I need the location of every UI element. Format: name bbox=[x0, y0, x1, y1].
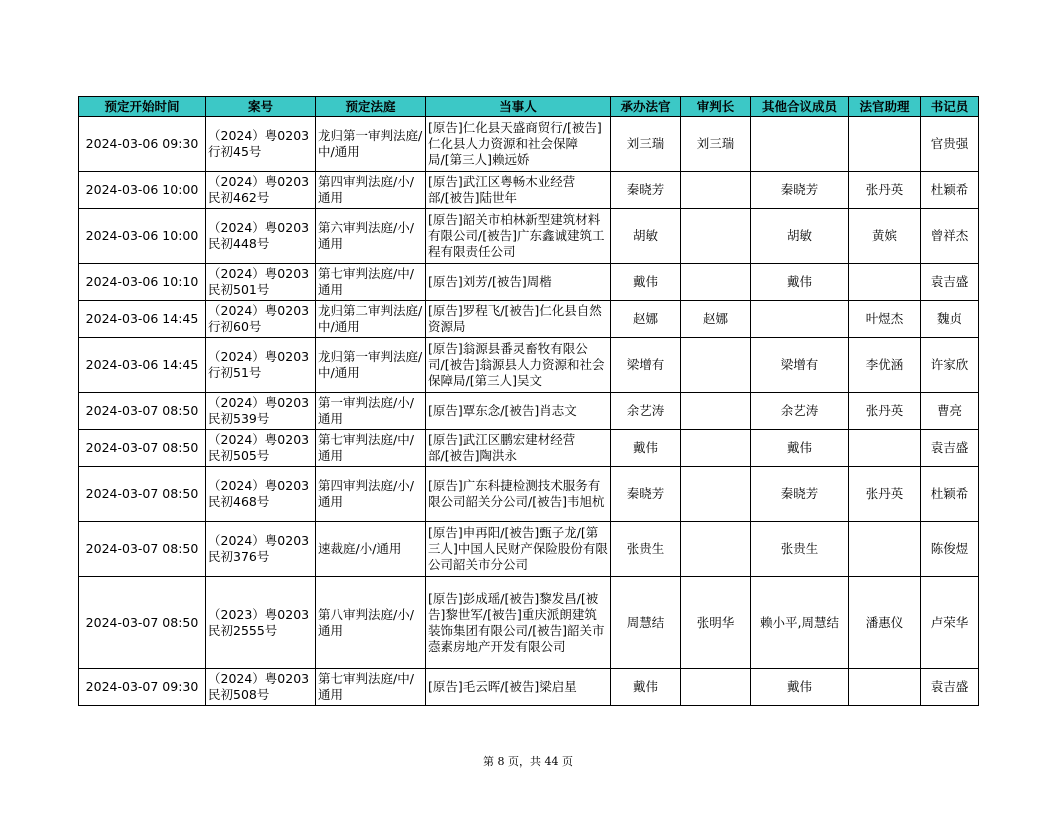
header-other-members: 其他合议成员 bbox=[751, 97, 849, 117]
cell-parties: [原告]覃东念/[被告]肖志文 bbox=[426, 393, 611, 430]
cell-clerk: 官贵强 bbox=[921, 117, 979, 172]
cell-assistant: 张丹英 bbox=[849, 172, 921, 209]
cell-presiding bbox=[681, 338, 751, 393]
cell-court: 第一审判法庭/小/通用 bbox=[316, 393, 426, 430]
cell-members: 戴伟 bbox=[751, 430, 849, 467]
cell-parties: [原告]彭成瑶/[被告]黎发昌/[被告]黎世军/[被告]重庆派朗建筑装饰集团有限公司/[被告]韶关市悫素房地产开发有限公司 bbox=[426, 577, 611, 669]
cell-parties: [原告]刘芳/[被告]周楷 bbox=[426, 264, 611, 301]
cell-presiding: 赵娜 bbox=[681, 301, 751, 338]
schedule-table bbox=[78, 96, 979, 706]
cell-clerk: 魏贞 bbox=[921, 301, 979, 338]
cell-parties: [原告]武江区鹏宏建材经营部/[被告]陶洪永 bbox=[426, 430, 611, 467]
cell-case: （2024）粤0203民初448号 bbox=[206, 209, 316, 264]
cell-judge: 戴伟 bbox=[611, 264, 681, 301]
cell-judge: 张贵生 bbox=[611, 522, 681, 577]
cell-parties: [原告]罗程飞/[被告]仁化县自然资源局 bbox=[426, 301, 611, 338]
header-assistant: 法官助理 bbox=[849, 97, 921, 117]
cell-case: （2024）粤0203民初501号 bbox=[206, 264, 316, 301]
header-case-number: 案号 bbox=[206, 97, 316, 117]
cell-parties: [原告]仁化县天盛商贸行/[被告]仁化县人力资源和社会保障局/[第三人]赖远娇 bbox=[426, 117, 611, 172]
cell-time: 2024-03-07 08:50 bbox=[79, 467, 206, 522]
cell-time: 2024-03-07 08:50 bbox=[79, 577, 206, 669]
cell-clerk: 杜颖希 bbox=[921, 467, 979, 522]
cell-presiding bbox=[681, 172, 751, 209]
cell-clerk: 曹亮 bbox=[921, 393, 979, 430]
cell-parties: [原告]武江区粤畅木业经营部/[被告]陆世年 bbox=[426, 172, 611, 209]
cell-judge: 胡敏 bbox=[611, 209, 681, 264]
cell-case: （2024）粤0203民初462号 bbox=[206, 172, 316, 209]
cell-court: 速裁庭/小/通用 bbox=[316, 522, 426, 577]
cell-presiding: 刘三瑞 bbox=[681, 117, 751, 172]
cell-time: 2024-03-06 09:30 bbox=[79, 117, 206, 172]
header-presiding-judge: 审判长 bbox=[681, 97, 751, 117]
cell-court: 第四审判法庭/小/通用 bbox=[316, 467, 426, 522]
cell-case: （2024）粤0203民初505号 bbox=[206, 430, 316, 467]
header-parties: 当事人 bbox=[426, 97, 611, 117]
cell-assistant bbox=[849, 522, 921, 577]
cell-case: （2024）粤0203民初508号 bbox=[206, 669, 316, 706]
cell-clerk: 曾祥杰 bbox=[921, 209, 979, 264]
cell-case: （2024）粤0203民初468号 bbox=[206, 467, 316, 522]
cell-parties: [原告]广东科捷检测技术服务有限公司韶关分公司/[被告]韦旭杭 bbox=[426, 467, 611, 522]
cell-members bbox=[751, 301, 849, 338]
cell-members: 梁增有 bbox=[751, 338, 849, 393]
cell-time: 2024-03-07 08:50 bbox=[79, 522, 206, 577]
cell-clerk: 许家欣 bbox=[921, 338, 979, 393]
cell-court: 龙归第一审判法庭/中/通用 bbox=[316, 117, 426, 172]
cell-members: 戴伟 bbox=[751, 669, 849, 706]
header-judge: 承办法官 bbox=[611, 97, 681, 117]
cell-court: 龙归第二审判法庭/中/通用 bbox=[316, 301, 426, 338]
table-row bbox=[79, 430, 979, 467]
cell-assistant bbox=[849, 117, 921, 172]
table-row bbox=[79, 577, 979, 669]
cell-court: 第七审判法庭/中/通用 bbox=[316, 430, 426, 467]
cell-members bbox=[751, 117, 849, 172]
cell-time: 2024-03-07 09:30 bbox=[79, 669, 206, 706]
cell-clerk: 袁吉盛 bbox=[921, 669, 979, 706]
header-courtroom: 预定法庭 bbox=[316, 97, 426, 117]
cell-clerk: 杜颖希 bbox=[921, 172, 979, 209]
cell-case: （2023）粤0203民初2555号 bbox=[206, 577, 316, 669]
cell-parties: [原告]毛云晖/[被告]梁启星 bbox=[426, 669, 611, 706]
cell-assistant bbox=[849, 430, 921, 467]
cell-members: 赖小平,周慧结 bbox=[751, 577, 849, 669]
cell-members: 秦晓芳 bbox=[751, 467, 849, 522]
cell-court: 龙归第一审判法庭/中/通用 bbox=[316, 338, 426, 393]
table-row bbox=[79, 338, 979, 393]
table-row bbox=[79, 301, 979, 338]
cell-clerk: 袁吉盛 bbox=[921, 430, 979, 467]
cell-presiding bbox=[681, 467, 751, 522]
cell-presiding bbox=[681, 522, 751, 577]
cell-case: （2024）粤0203行初60号 bbox=[206, 301, 316, 338]
cell-presiding: 张明华 bbox=[681, 577, 751, 669]
cell-judge: 戴伟 bbox=[611, 669, 681, 706]
cell-assistant: 潘惠仪 bbox=[849, 577, 921, 669]
cell-judge: 秦晓芳 bbox=[611, 467, 681, 522]
cell-members: 余艺涛 bbox=[751, 393, 849, 430]
cell-time: 2024-03-06 14:45 bbox=[79, 301, 206, 338]
cell-presiding bbox=[681, 209, 751, 264]
cell-judge: 余艺涛 bbox=[611, 393, 681, 430]
cell-time: 2024-03-06 14:45 bbox=[79, 338, 206, 393]
cell-judge: 戴伟 bbox=[611, 430, 681, 467]
cell-presiding bbox=[681, 430, 751, 467]
table-row bbox=[79, 467, 979, 522]
cell-assistant: 李优涵 bbox=[849, 338, 921, 393]
table-row bbox=[79, 117, 979, 172]
cell-court: 第四审判法庭/小/通用 bbox=[316, 172, 426, 209]
header-row bbox=[79, 97, 979, 117]
cell-presiding bbox=[681, 264, 751, 301]
cell-parties: [原告]韶关市柏林新型建筑材料有限公司/[被告]广东鑫诚建筑工程有限责任公司 bbox=[426, 209, 611, 264]
table-row bbox=[79, 393, 979, 430]
cell-members: 戴伟 bbox=[751, 264, 849, 301]
cell-case: （2024）粤0203行初45号 bbox=[206, 117, 316, 172]
cell-assistant: 叶煜杰 bbox=[849, 301, 921, 338]
cell-presiding bbox=[681, 669, 751, 706]
cell-court: 第六审判法庭/小/通用 bbox=[316, 209, 426, 264]
cell-presiding bbox=[681, 393, 751, 430]
table-row bbox=[79, 522, 979, 577]
cell-time: 2024-03-07 08:50 bbox=[79, 430, 206, 467]
cell-assistant bbox=[849, 669, 921, 706]
cell-assistant bbox=[849, 264, 921, 301]
page-footer: 第 8 页，共 44 页 bbox=[483, 755, 573, 768]
cell-case: （2024）粤0203民初376号 bbox=[206, 522, 316, 577]
cell-parties: [原告]翁源县番灵畜牧有限公司/[被告]翁源县人力资源和社会保障局/[第三人]吴文 bbox=[426, 338, 611, 393]
cell-members: 秦晓芳 bbox=[751, 172, 849, 209]
cell-parties: [原告]申再阳/[被告]甄子龙/[第三人]中国人民财产保险股份有限公司韶关市分公司 bbox=[426, 522, 611, 577]
cell-judge: 秦晓芳 bbox=[611, 172, 681, 209]
cell-time: 2024-03-06 10:00 bbox=[79, 172, 206, 209]
cell-court: 第八审判法庭/小/通用 bbox=[316, 577, 426, 669]
table-row bbox=[79, 209, 979, 264]
cell-time: 2024-03-06 10:00 bbox=[79, 209, 206, 264]
table-row bbox=[79, 172, 979, 209]
header-start-time: 预定开始时间 bbox=[79, 97, 206, 117]
cell-judge: 梁增有 bbox=[611, 338, 681, 393]
cell-assistant: 黄嫔 bbox=[849, 209, 921, 264]
header-clerk: 书记员 bbox=[921, 97, 979, 117]
cell-clerk: 陈俊煜 bbox=[921, 522, 979, 577]
cell-case: （2024）粤0203民初539号 bbox=[206, 393, 316, 430]
cell-judge: 刘三瑞 bbox=[611, 117, 681, 172]
cell-assistant: 张丹英 bbox=[849, 393, 921, 430]
cell-assistant: 张丹英 bbox=[849, 467, 921, 522]
cell-members: 胡敏 bbox=[751, 209, 849, 264]
cell-clerk: 袁吉盛 bbox=[921, 264, 979, 301]
table-row bbox=[79, 264, 979, 301]
cell-court: 第七审判法庭/中/通用 bbox=[316, 669, 426, 706]
cell-time: 2024-03-06 10:10 bbox=[79, 264, 206, 301]
cell-court: 第七审判法庭/中/通用 bbox=[316, 264, 426, 301]
cell-members: 张贵生 bbox=[751, 522, 849, 577]
table-row bbox=[79, 669, 979, 706]
cell-case: （2024）粤0203行初51号 bbox=[206, 338, 316, 393]
cell-time: 2024-03-07 08:50 bbox=[79, 393, 206, 430]
cell-judge: 赵娜 bbox=[611, 301, 681, 338]
cell-judge: 周慧结 bbox=[611, 577, 681, 669]
cell-clerk: 卢荣华 bbox=[921, 577, 979, 669]
